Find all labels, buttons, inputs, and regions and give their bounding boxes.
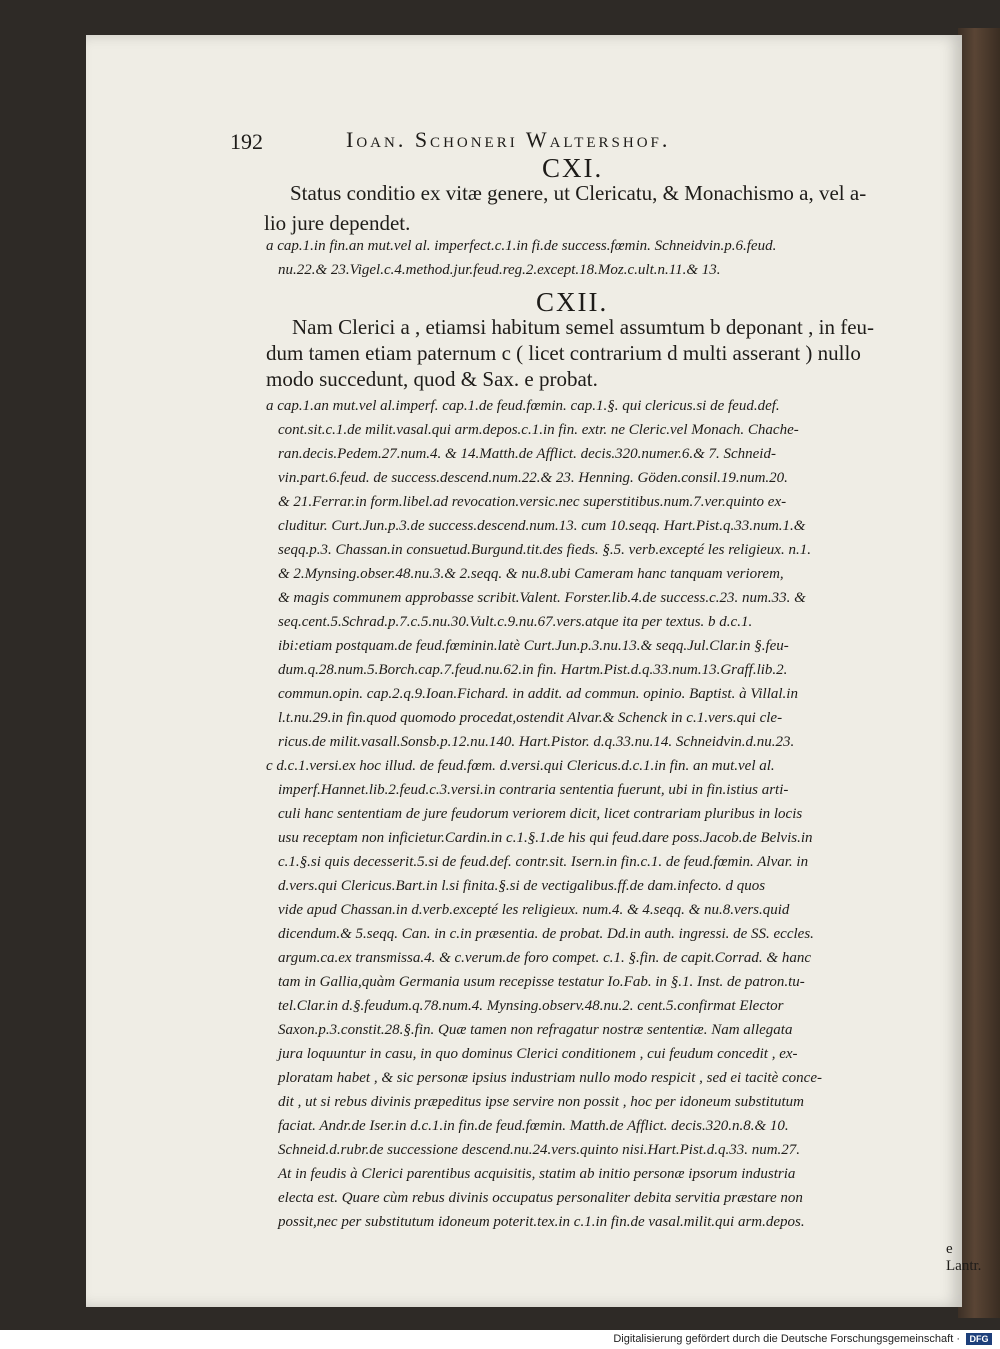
footnote-line: ibi:etiam postquam.de feud.fœminin.latè Curt.Jun.p.3.nu.13.& seqq.Jul.Clar.in §.feu- xyxy=(278,638,789,654)
footnote-line: tam in Gallia,quàm Germania usum recepisse testatur Io.Fab. in §.1. Inst. de patron.tu- xyxy=(278,974,805,990)
book-spine xyxy=(958,28,1000,1318)
footnote-line: a cap.1.in fin.an mut.vel al. imperfect.c.1.in fi.de success.fœmin. Schneidvin.p.6.feud. xyxy=(266,238,777,254)
dfg-logo-icon: DFG xyxy=(966,1333,992,1345)
footnote-line: dit , ut si rebus divinis præpeditus ipse servire non possit , hoc per idoneum substitutum xyxy=(278,1094,804,1110)
footnote-line: nu.22.& 23.Vigel.c.4.method.jur.feud.reg.2.except.18.Moz.c.ult.n.11.& 13. xyxy=(278,262,721,278)
footnote-line: vin.part.6.feud. de success.descend.num.22.& 23. Henning. Göden.consil.19.num.20. xyxy=(278,470,788,486)
footnote-line: & 2.Mynsing.obser.48.nu.3.& 2.seqq. & nu.8.ubi Cameram hanc tanquam veriorem, xyxy=(278,566,784,582)
footnote-line: usu receptam non inficietur.Cardin.in c.1.§.1.de his qui feud.dare poss.Jacob.de Belvis.in xyxy=(278,830,813,846)
footnote-line: c.1.§.si quis decesserit.5.si de feud.def. contr.sit. Isern.in fin.c.1. de feud.fœmin. Alvar. in xyxy=(278,854,809,870)
footnote-line: electa est. Quare cùm rebus divinis occupatus personaliter debita servitia præstare non xyxy=(278,1190,803,1206)
footnote-line: d.vers.qui Clericus.Bart.in l.si finita.§.si de vectigalibus.ff.de dam.infecto. d quos xyxy=(278,878,766,894)
footnote-line: seqq.p.3. Chassan.in consuetud.Burgund.tit.des fieds. §.5. verb.excepté les religieux. n.1. xyxy=(278,542,811,558)
page-text-block xyxy=(86,35,982,1307)
section-heading-cxii: CXII. xyxy=(536,287,609,317)
footnote-line: & 21.Ferrar.in form.libel.ad revocation.versic.nec superstitibus.num.7.ver.quinto ex- xyxy=(278,494,787,510)
funding-notice: Digitalisierung gefördert durch die Deutsche Forschungsgemeinschaft · xyxy=(613,1333,960,1345)
section-text-line: dum tamen etiam paternum c ( licet contrarium d multi asserant ) nullo xyxy=(266,341,861,365)
section-text-line: Status conditio ex vitæ genere, ut Clericatu, & Monachismo a, vel a- xyxy=(290,181,867,205)
section-text-line: modo succedunt, quod & Sax. e probat. xyxy=(266,367,598,391)
footnote-line: Saxon.p.3.constit.28.§.fin. Quæ tamen non refragatur nostræ sententiæ. Nam allegata xyxy=(278,1022,793,1038)
section-text-line: Nam Clerici a , etiamsi habitum semel assumtum b deponant , in feu- xyxy=(292,315,875,339)
footnote-line: jura loquuntur in casu, in quo dominus Clerici conditionem , cui feudum concedit , ex- xyxy=(278,1046,798,1062)
catchword: e Lantr. xyxy=(946,1241,982,1274)
footnote-line: ran.decis.Pedem.27.num.4. & 14.Matth.de Afflict. decis.320.numer.6.& 7. Schneid- xyxy=(278,446,776,462)
footnote-line: seq.cent.5.Schrad.p.7.c.5.nu.30.Vult.c.9.nu.67.vers.atque ita per textus. b d.c.1. xyxy=(278,614,753,630)
footnote-line: imperf.Hannet.lib.2.feud.c.3.versi.in contraria sententia fuerunt, ubi in fin.istius arti- xyxy=(278,782,789,798)
footnote-line: commun.opin. cap.2.q.9.Ioan.Fichard. in addit. ad commun. opinio. Baptist. à Villal.in xyxy=(278,686,798,702)
page-number: 192 xyxy=(230,129,263,154)
section-text-line: lio jure dependet. xyxy=(264,211,411,235)
footnote-line: cont.sit.c.1.de milit.vasal.qui arm.depos.c.1.in fin. extr. ne Cleric.vel Monach. Chache- xyxy=(278,422,799,438)
footnote-line: a cap.1.an mut.vel al.imperf. cap.1.de feud.fœmin. cap.1.§. qui clericus.si de feud.def. xyxy=(266,398,780,414)
footnote-line: At in feudis à Clerici parentibus acquisitis, statim ab initio personæ ipsorum industria xyxy=(278,1166,796,1182)
book-page xyxy=(86,35,982,1307)
footnote-line: tel.Clar.in d.§.feudum.q.78.num.4. Mynsing.observ.48.nu.2. cent.5.confirmat Elector xyxy=(278,998,784,1014)
footnote-line: possit,nec per substitutum idoneum poterit.tex.in c.1.in fin.de vasal.milit.qui arm.depos. xyxy=(278,1214,805,1230)
footnote-line: culi hanc sententiam de jure feudorum veriorem dicit, licet contrariam pluribus in locis xyxy=(278,806,803,822)
footnote-line: vide apud Chassan.in d.verb.excepté les religieux. num.4. & 4.seqq. & nu.8.vers.quid xyxy=(278,902,790,918)
footnote-line: ricus.de milit.vasall.Sonsb.p.12.nu.140. Hart.Pistor. d.q.33.nu.14. Schneidvin.d.nu.23. xyxy=(278,734,795,750)
footnote-line: c d.c.1.versi.ex hoc illud. de feud.fœm. d.versi.qui Clericus.d.c.1.in fin. an mut.vel al. xyxy=(266,758,775,774)
footnote-line: cluditur. Curt.Jun.p.3.de success.descend.num.13. cum 10.seqq. Hart.Pist.q.33.num.1.& xyxy=(278,518,806,534)
footnote-line: l.t.nu.29.in fin.quod quomodo procedat,ostendit Alvar.& Schenck in c.1.vers.qui cle- xyxy=(278,710,783,726)
footnote-line: dum.q.28.num.5.Borch.cap.7.feud.nu.62.in fin. Hartm.Pist.d.q.33.num.13.Graff.lib.2. xyxy=(278,662,788,678)
section-heading-cxi: CXI. xyxy=(542,153,604,183)
footnote-line: ploratam habet , & sic personæ ipsius industriam nullo modo respicit , sed ei tacitè conce- xyxy=(278,1070,822,1086)
footnote-line: Schneid.d.rubr.de successione descend.nu.24.vers.quinto nisi.Hart.Pist.d.q.33. num.27. xyxy=(278,1142,801,1158)
footnote-line: & magis communem approbasse scribit.Valent. Forster.lib.4.de success.c.23. num.33. & xyxy=(278,590,806,606)
footnote-line: argum.ca.ex transmissa.4. & c.verum.de foro compet. c.1. §.fin. de capit.Corrad. & hanc xyxy=(278,950,811,966)
footnote-line: dicendum.& 5.seqq. Can. in c.in præsentia. de probat. Dd.in auth. ingressi. de SS. eccles. xyxy=(278,926,814,942)
running-title: Ioan. Schoneri Waltershof. xyxy=(346,127,671,152)
footnote-line: faciat. Andr.de Iser.in d.c.1.in fin.de feud.fœmin. Matth.de Afflict. decis.320.n.8.& 10. xyxy=(278,1118,789,1134)
